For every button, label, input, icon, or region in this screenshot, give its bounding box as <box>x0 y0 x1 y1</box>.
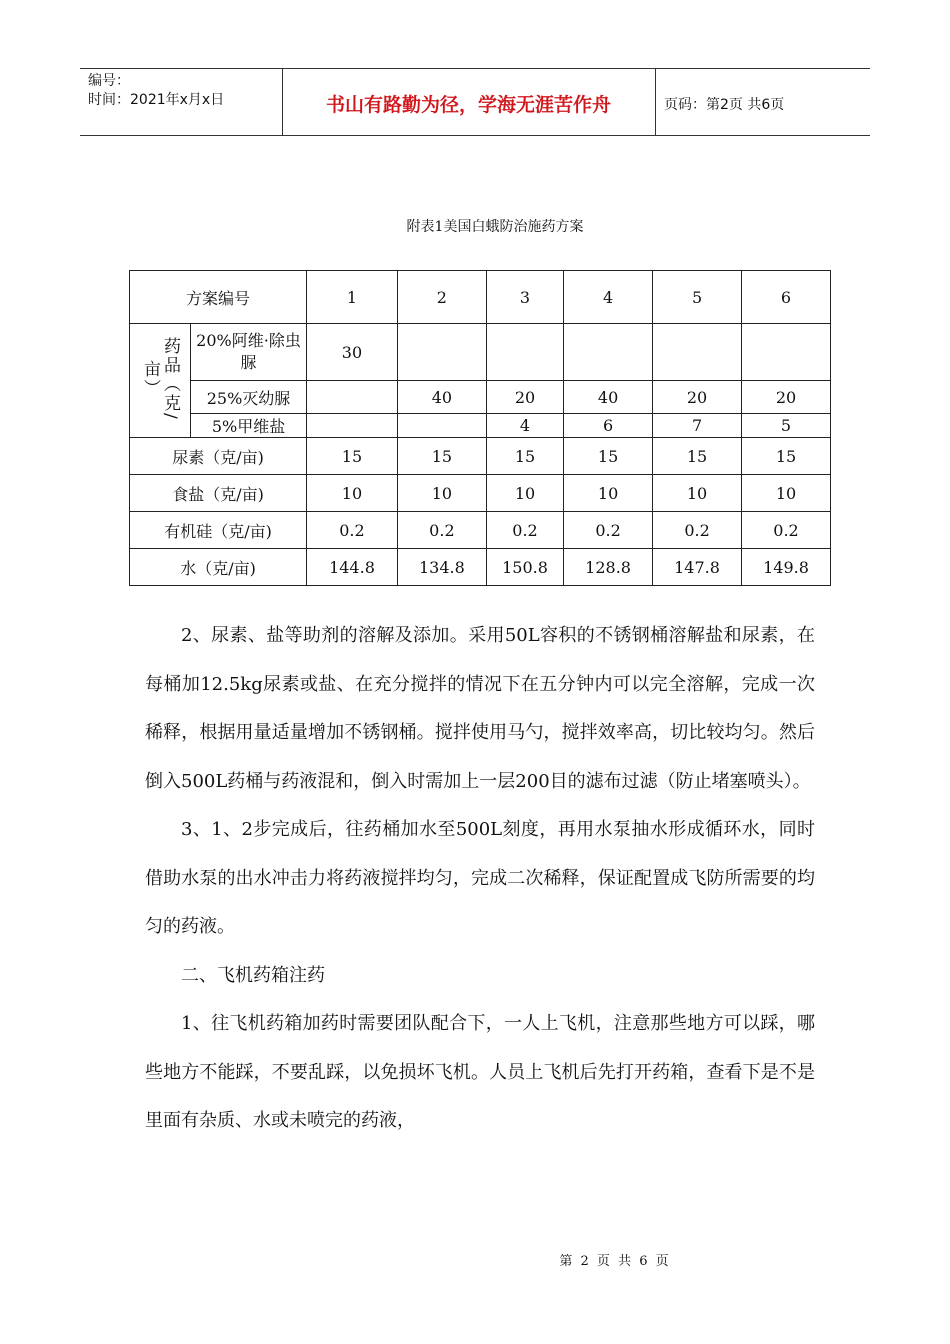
table-cell: 15 <box>397 438 486 475</box>
table-cell <box>742 324 831 381</box>
row-label: 尿素（克/亩) <box>130 438 307 475</box>
page-footer: 第 2 页 共 6 页 <box>559 1254 671 1269</box>
header-divider <box>655 68 656 136</box>
table-row <box>130 381 831 414</box>
plan-number-header: 方案编号 <box>130 271 307 324</box>
table-cell: 15 <box>486 438 563 475</box>
paragraph: 1、往飞机药箱加药时需要团队配合下，一人上飞机，注意那些地方可以踩，哪些地方不能踩，不要乱踩，以免损坏飞机。人员上飞机后先打开药箱，查看下是不是里面有杂质、水或未喷完的药液， <box>145 1013 815 1131</box>
table-cell: 20 <box>653 381 742 414</box>
table-cell <box>397 324 486 381</box>
time-label: 时间：2021年x月x日 <box>88 92 225 108</box>
table-cell: 40 <box>397 381 486 414</box>
table-cell: 134.8 <box>397 549 486 586</box>
table-cell <box>653 324 742 381</box>
table-cell: 20 <box>486 381 563 414</box>
plan-number: 6 <box>742 271 831 324</box>
table-caption: 附表1美国白蛾防治施药方案 <box>406 219 584 235</box>
table-cell <box>564 324 653 381</box>
table-cell <box>397 414 486 438</box>
table-cell: 0.2 <box>742 512 831 549</box>
table-cell: 7 <box>653 414 742 438</box>
header-bottom-rule <box>80 135 870 136</box>
header-motto: 书山有路勤为径，学海无涯苦作舟 <box>325 94 611 116</box>
drug-name: 5%甲维盐 <box>191 414 307 438</box>
table-cell: 147.8 <box>653 549 742 586</box>
plan-number: 1 <box>307 271 398 324</box>
table-cell: 15 <box>742 438 831 475</box>
table-cell <box>307 414 398 438</box>
table-cell: 15 <box>653 438 742 475</box>
drug-group-cell <box>130 324 191 438</box>
table-cell: 20 <box>742 381 831 414</box>
row-label: 有机硅（克/亩) <box>130 512 307 549</box>
table-row <box>130 438 831 475</box>
table-cell <box>307 381 398 414</box>
plan-number: 5 <box>653 271 742 324</box>
table-cell: 10 <box>742 475 831 512</box>
table-row <box>130 414 831 438</box>
table-row <box>130 475 831 512</box>
table-cell: 144.8 <box>307 549 398 586</box>
table-row <box>130 324 831 381</box>
pesticide-plan-table <box>129 270 831 586</box>
drug-name: 20%阿维·除虫脲 <box>191 324 307 381</box>
table-cell: 128.8 <box>564 549 653 586</box>
drug-name: 25%灭幼脲 <box>191 381 307 414</box>
row-label: 食盐（克/亩) <box>130 475 307 512</box>
table-cell: 0.2 <box>486 512 563 549</box>
table-cell: 5 <box>742 414 831 438</box>
plan-number: 3 <box>486 271 563 324</box>
header-top-rule <box>80 68 870 69</box>
header-meta <box>88 72 224 110</box>
table-cell: 6 <box>564 414 653 438</box>
drug-group-label: 药品（克/亩） <box>140 336 180 421</box>
serial-number-label: 编号： <box>88 73 130 89</box>
paragraph: 3、1、2步完成后，往药桶加水至500L刻度，再用水泵抽水形成循环水，同时借助水泵的出水冲击力将药液搅拌均匀，完成二次稀释，保证配置成飞防所需要的均匀的药液。 <box>145 819 815 937</box>
table-cell: 0.2 <box>307 512 398 549</box>
table-cell: 10 <box>486 475 563 512</box>
plan-number: 2 <box>397 271 486 324</box>
table-cell <box>486 324 563 381</box>
table-cell: 30 <box>307 324 398 381</box>
table-cell: 15 <box>564 438 653 475</box>
section-heading: 二、飞机药箱注药 <box>181 964 325 986</box>
table-cell: 0.2 <box>564 512 653 549</box>
table-row <box>130 549 831 586</box>
table-cell: 150.8 <box>486 549 563 586</box>
table-cell: 10 <box>564 475 653 512</box>
row-label: 水（克/亩) <box>130 549 307 586</box>
body-text <box>145 612 815 1146</box>
plan-number: 4 <box>564 271 653 324</box>
table-cell: 149.8 <box>742 549 831 586</box>
table-cell: 4 <box>486 414 563 438</box>
table-header-row <box>130 271 831 324</box>
paragraph: 2、尿素、盐等助剂的溶解及添加。采用50L容积的不锈钢桶溶解盐和尿素，在每桶加12.5kg尿素或盐、在充分搅拌的情况下在五分钟内可以完全溶解，完成一次稀释，根据用量适量增加不锈钢桶。搅拌使用马勺，搅拌效率高，切比较均匀。然后倒入500L药桶与药液混和，倒入时需加上一层200目的滤布过滤（防止堵塞喷头）。 <box>145 625 815 792</box>
table-cell: 40 <box>564 381 653 414</box>
table-cell: 10 <box>653 475 742 512</box>
table-cell: 10 <box>397 475 486 512</box>
table-cell: 0.2 <box>397 512 486 549</box>
table-row <box>130 512 831 549</box>
table-cell: 15 <box>307 438 398 475</box>
table-cell: 10 <box>307 475 398 512</box>
table-cell: 0.2 <box>653 512 742 549</box>
header-page-label: 页码：第2页 共6页 <box>664 97 785 113</box>
